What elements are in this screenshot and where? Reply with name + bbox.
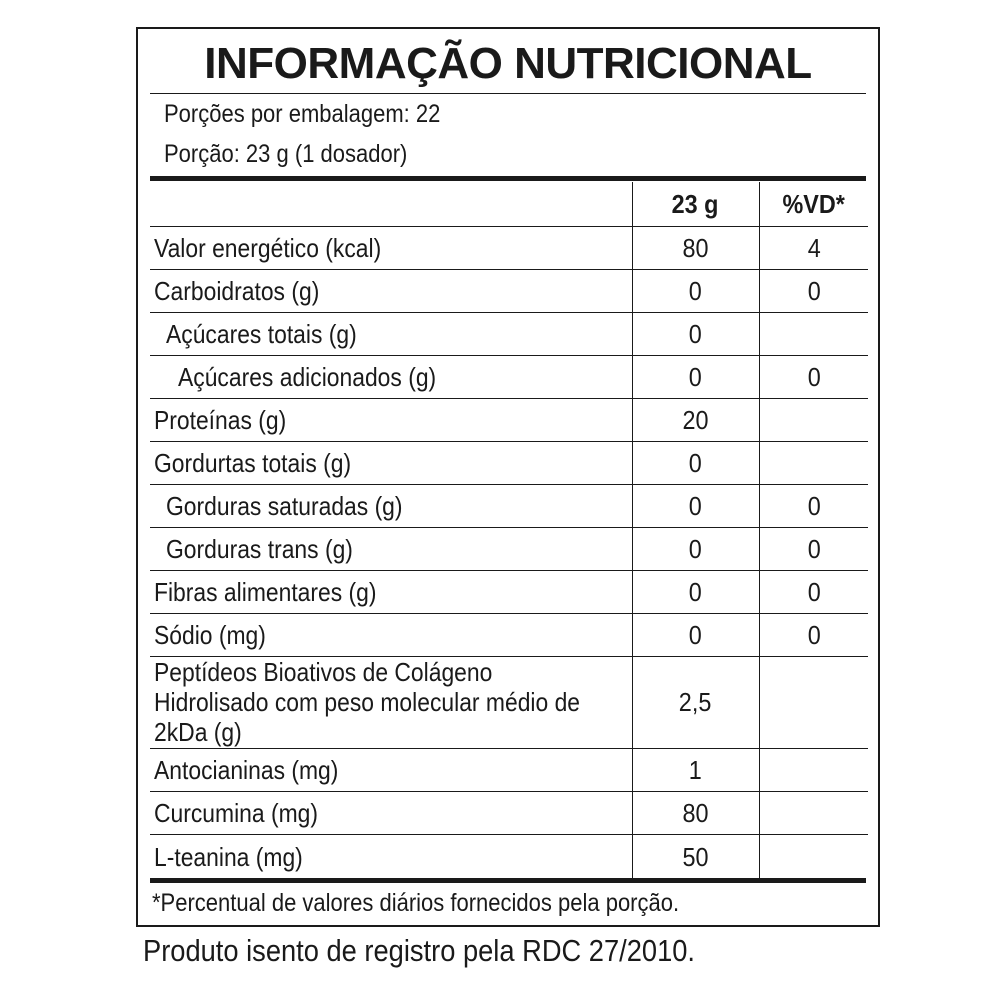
nutrient-amount: 0 xyxy=(688,447,703,478)
nutrient-dv: 0 xyxy=(807,533,821,564)
nutrient-label: L-teanina (mg) xyxy=(154,841,303,872)
serving-size: Porção: 23 g (1 dosador) xyxy=(164,140,408,168)
nutrient-label: Antocianinas (mg) xyxy=(154,754,339,785)
nutrient-amount: 0 xyxy=(688,275,703,306)
nutrient-dv-cell xyxy=(759,313,868,356)
nutrient-label-cell xyxy=(150,356,632,399)
table-row xyxy=(150,571,868,614)
nutrient-dv-cell xyxy=(759,442,868,485)
title-divider xyxy=(150,93,866,94)
nutrient-dv: 0 xyxy=(807,275,821,306)
footnote-divider xyxy=(150,878,866,883)
nutrition-facts-panel xyxy=(136,27,880,927)
table-header-row xyxy=(150,182,868,227)
nutrient-label-cell xyxy=(150,227,632,270)
nutrient-amount: 80 xyxy=(682,232,709,263)
nutrient-label: Gorduras saturadas (g) xyxy=(166,490,403,521)
nutrient-amount-cell xyxy=(632,614,759,657)
nutrient-label: Gorduras trans (g) xyxy=(166,533,353,564)
nutrient-amount-cell xyxy=(632,227,759,270)
nutrient-dv-cell xyxy=(759,835,868,880)
nutrient-label-cell xyxy=(150,571,632,614)
nutrient-amount-cell xyxy=(632,528,759,571)
footnote: *Percentual de valores diários fornecidos pela porção. xyxy=(152,889,680,917)
nutrient-amount: 0 xyxy=(688,576,703,607)
nutrient-label-cell xyxy=(150,528,632,571)
nutrient-label-cell xyxy=(150,657,632,749)
nutrient-amount-cell xyxy=(632,270,759,313)
table-row xyxy=(150,792,868,835)
nutrient-dv-cell xyxy=(759,227,868,270)
nutrient-label: Fibras alimentares (g) xyxy=(154,576,377,607)
nutrient-dv-cell xyxy=(759,399,868,442)
nutrient-label-cell xyxy=(150,485,632,528)
nutrient-amount: 0 xyxy=(688,490,703,521)
nutrient-label: Curcumina (mg) xyxy=(154,797,319,828)
nutrient-dv-cell xyxy=(759,270,868,313)
table-row xyxy=(150,749,868,792)
table-row xyxy=(150,657,868,749)
nutrient-dv-cell xyxy=(759,614,868,657)
nutrient-label-cell xyxy=(150,442,632,485)
header-dv: %VD* xyxy=(759,182,868,227)
table-row xyxy=(150,485,868,528)
nutrient-amount-cell xyxy=(632,442,759,485)
nutrient-amount-cell xyxy=(632,356,759,399)
nutrient-label-cell xyxy=(150,313,632,356)
nutrient-label-cell xyxy=(150,835,632,880)
nutrient-label: Sódio (mg) xyxy=(154,619,266,650)
nutrient-label: Valor energético (kcal) xyxy=(154,232,382,263)
nutrient-dv: 0 xyxy=(807,490,821,521)
nutrient-amount-cell xyxy=(632,749,759,792)
nutrient-amount: 80 xyxy=(682,797,709,828)
panel-title: INFORMAÇÃO NUTRICIONAL xyxy=(204,39,812,88)
nutrient-label-cell xyxy=(150,792,632,835)
nutrient-label: Açúcares adicionados (g) xyxy=(178,361,437,392)
table-row xyxy=(150,442,868,485)
nutrient-label-cell xyxy=(150,270,632,313)
nutrient-label: Gordurtas totais (g) xyxy=(154,447,352,478)
nutrient-amount-cell xyxy=(632,792,759,835)
nutrient-label: Proteínas (g) xyxy=(154,404,287,435)
nutrient-dv: 0 xyxy=(807,619,821,650)
nutrient-label: Peptídeos Bioativos de Colágeno Hidrolisado com peso molecular médio de 2kDa (g) xyxy=(154,657,581,747)
table-row xyxy=(150,528,868,571)
nutrient-dv-cell xyxy=(759,528,868,571)
nutrient-label-cell xyxy=(150,399,632,442)
nutrient-amount-cell xyxy=(632,571,759,614)
nutrient-dv-cell xyxy=(759,749,868,792)
nutrient-dv-cell xyxy=(759,356,868,399)
nutrient-amount: 2,5 xyxy=(679,687,712,717)
nutrient-amount: 0 xyxy=(688,361,703,392)
table-row xyxy=(150,399,868,442)
servings-per-package: Porções por embalagem: 22 xyxy=(164,100,441,128)
nutrient-dv-cell xyxy=(759,792,868,835)
nutrient-amount: 0 xyxy=(688,533,703,564)
nutrient-dv: 0 xyxy=(807,361,821,392)
nutrient-amount: 50 xyxy=(682,841,709,872)
nutrient-dv-cell xyxy=(759,485,868,528)
serving-divider xyxy=(150,176,866,181)
nutrient-amount-cell xyxy=(632,399,759,442)
table-row xyxy=(150,270,868,313)
nutrient-label: Açúcares totais (g) xyxy=(166,318,357,349)
table-row xyxy=(150,835,868,880)
registration-note: Produto isento de registro pela RDC 27/2010. xyxy=(143,933,695,968)
nutrient-dv: 4 xyxy=(807,232,821,263)
nutrient-amount-cell xyxy=(632,657,759,749)
nutrient-amount: 1 xyxy=(688,754,703,785)
nutrient-dv-cell xyxy=(759,571,868,614)
nutrient-label-cell xyxy=(150,614,632,657)
nutrient-amount: 20 xyxy=(682,404,709,435)
header-blank xyxy=(150,182,632,227)
nutrient-label: Carboidratos (g) xyxy=(154,275,320,306)
nutrient-amount-cell xyxy=(632,485,759,528)
header-amount: 23 g xyxy=(632,182,759,227)
nutrient-amount: 0 xyxy=(688,318,703,349)
nutrient-label-cell xyxy=(150,749,632,792)
table-row xyxy=(150,356,868,399)
table-row xyxy=(150,313,868,356)
table-row xyxy=(150,227,868,270)
nutrient-amount-cell xyxy=(632,313,759,356)
nutrient-amount: 0 xyxy=(688,619,703,650)
nutrient-dv-cell xyxy=(759,657,868,749)
nutrient-dv: 0 xyxy=(807,576,821,607)
nutrient-amount-cell xyxy=(632,835,759,880)
nutrition-table xyxy=(150,182,868,879)
table-row xyxy=(150,614,868,657)
